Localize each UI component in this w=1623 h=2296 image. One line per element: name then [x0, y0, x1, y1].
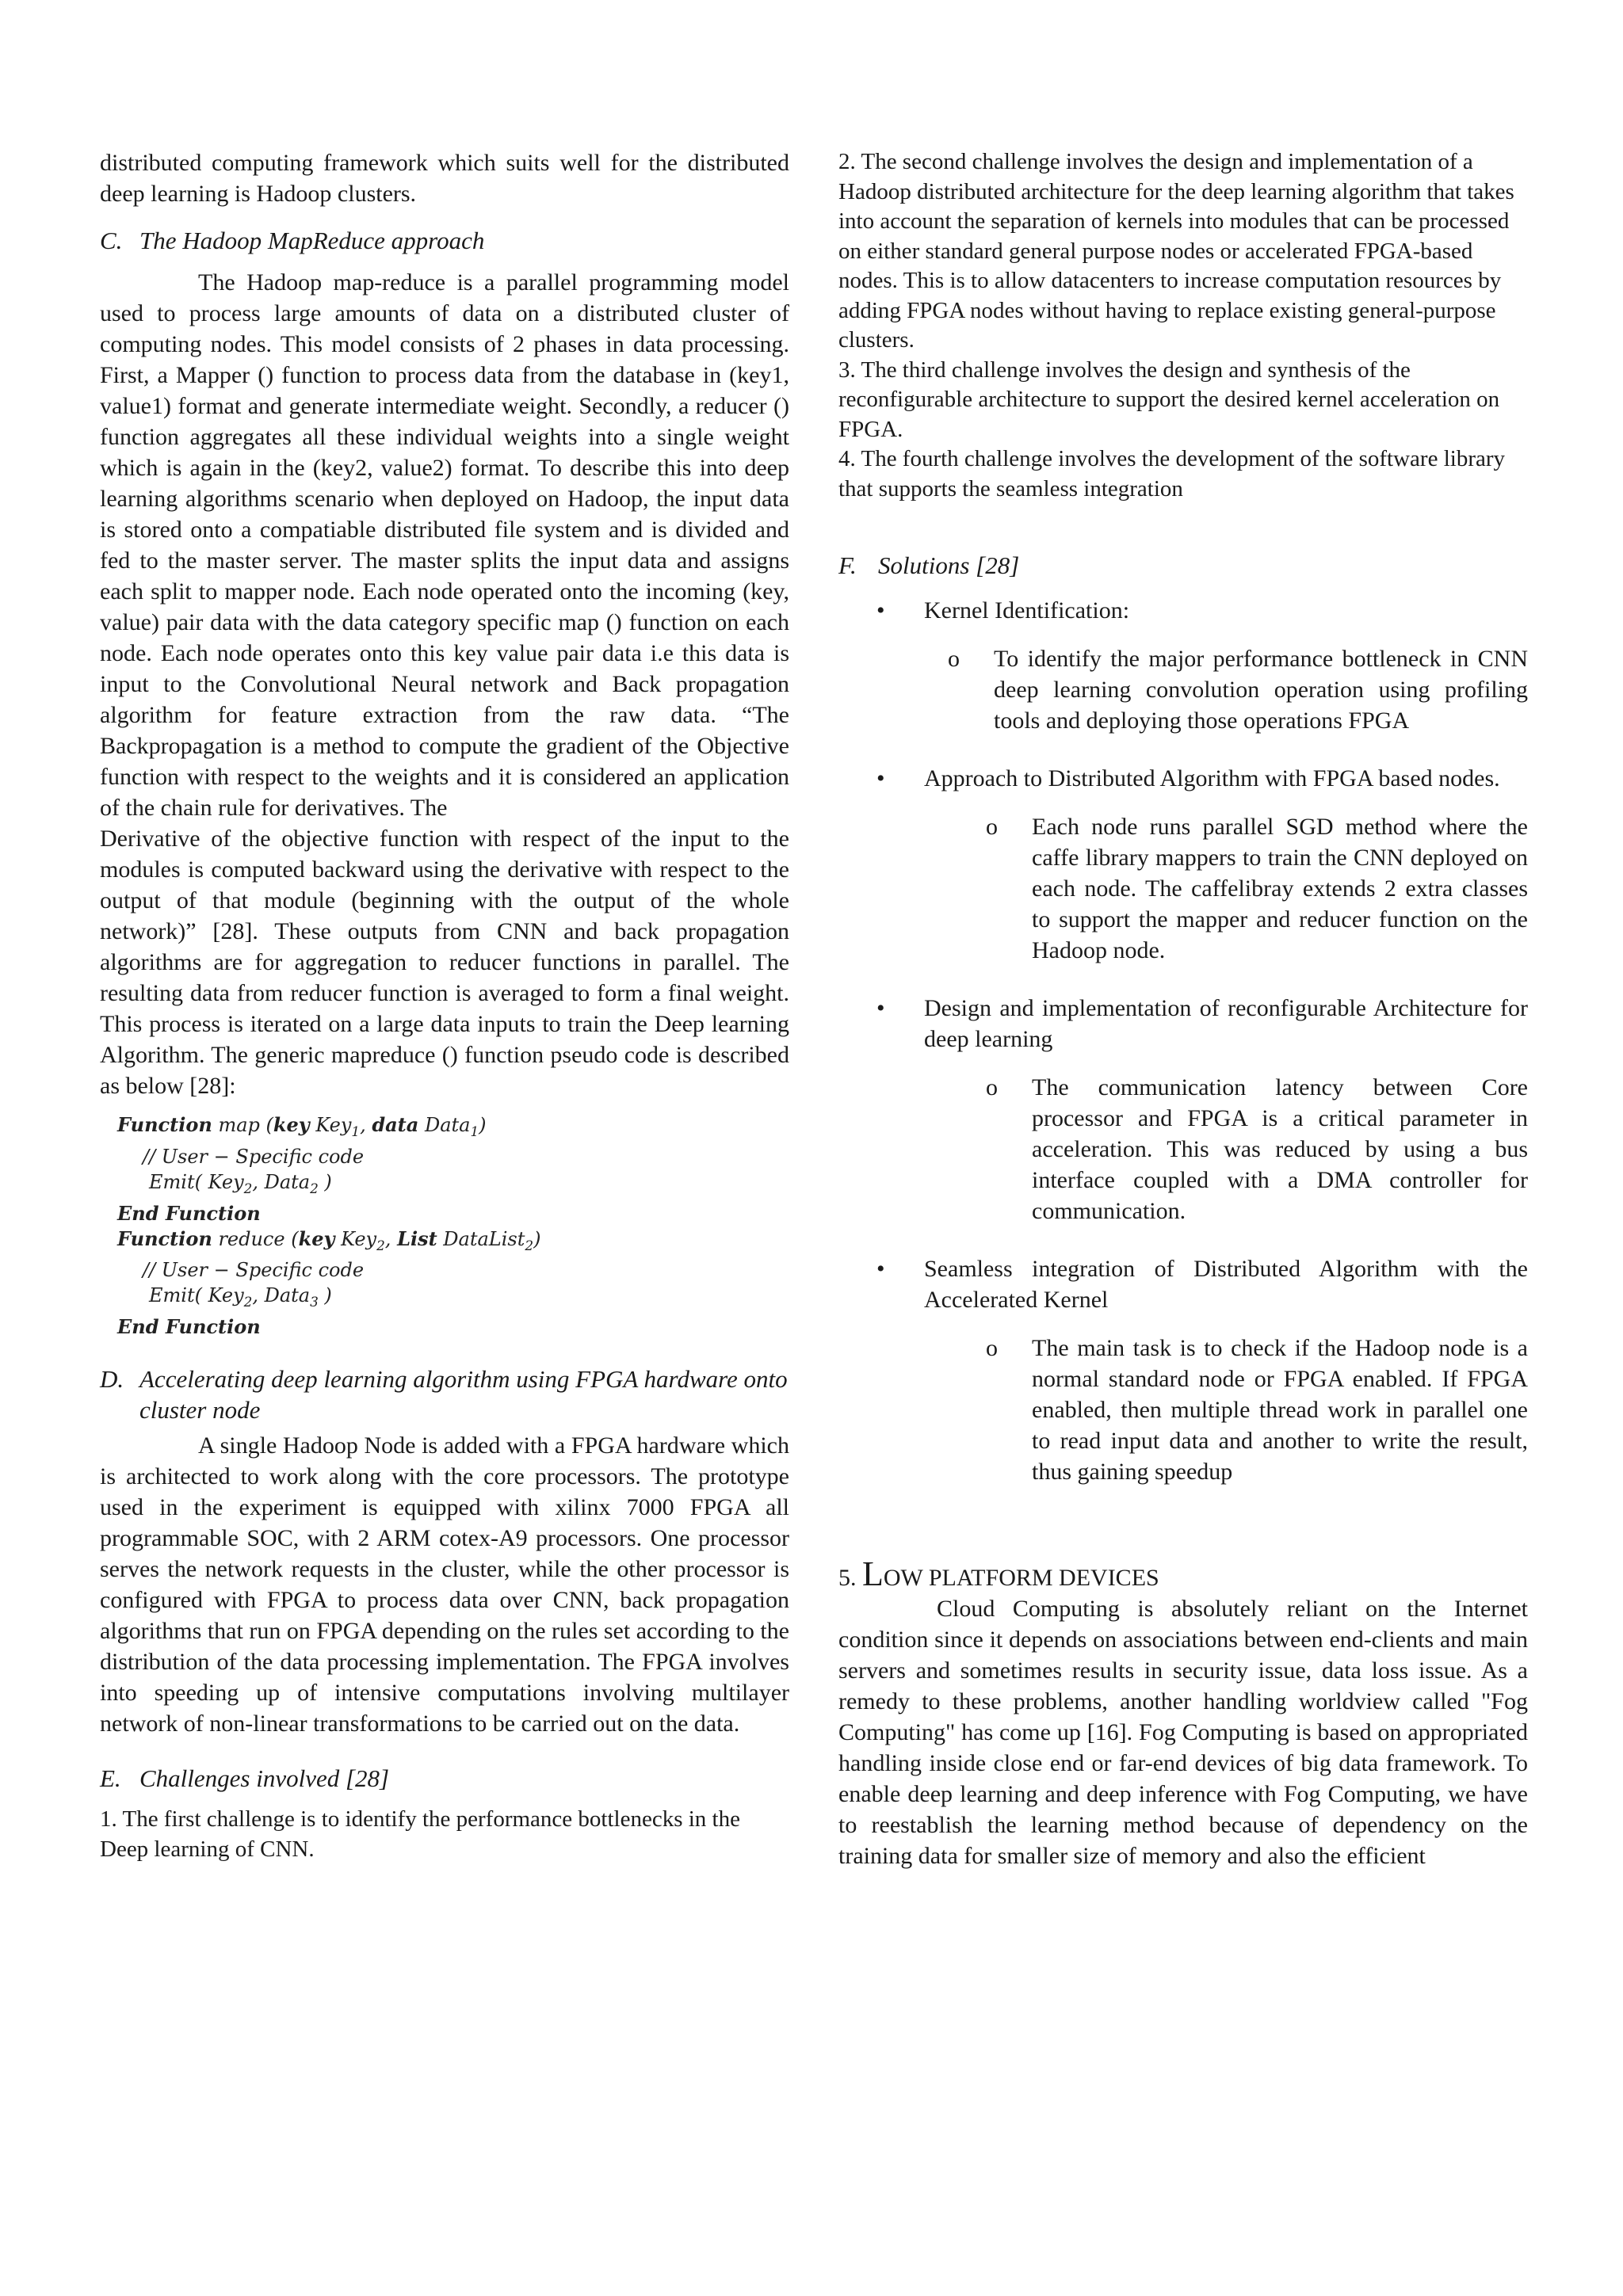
challenge-4: 4. The fourth challenge involves the development of the software library that supports the seamless integration [838, 446, 1505, 502]
section-5-body: Cloud Computing is absolutely reliant on the Internet condition since it depends on associations between end-clients and main servers and sometimes results in security issue, data loss issue. As a remedy to these problems, another handling worldview called "Fog Computing" has come up [16]. Fog Computing is based on appropriated handling inside close end or far-end devices of big data framework. To enable deep learning and deep inference with Fog Computing, we have to reestablish the learning method because of dependency on the training data for smaller size of memory and also the efficient [838, 1596, 1528, 1869]
code-line-2: // User − Specific code [143, 1145, 365, 1168]
code-line-4: End Function [117, 1201, 261, 1225]
code-line-3: Emit( Key$_2$, Data$_2$ ) [149, 1170, 332, 1196]
sub-bullet-icon: o [986, 1335, 998, 1361]
section-c-heading [100, 225, 789, 256]
code-line-6: // User − Specific code [143, 1259, 365, 1282]
sub-bullet-icon: o [986, 1074, 998, 1100]
bullet-icon: • [876, 597, 885, 624]
list-item [838, 1253, 1528, 1487]
solution-title: Design and implementation of reconfigurable Architecture for deep learning [924, 995, 1528, 1052]
sub-bullet-icon: o [986, 814, 998, 840]
list-item [838, 763, 1528, 966]
section-f-heading [838, 550, 1528, 581]
section-c-title: The Hadoop MapReduce approach [139, 227, 485, 254]
solution-detail: o Each node runs parallel SGD method where the caffe library mappers to train the CNN deployed on each node. The caffelibray extends 2 extra classes to support the mapper and reducer function on the Hadoop node. [924, 811, 1528, 966]
section-c-body: The Hadoop map-reduce is a parallel programming model used to process large amounts of data on a distributed cluster of computing nodes. This model consists of 2 phases in data processing. First, a Mapper () function to process data from the database in (key1, value1) format and generate intermediate weight. Secondly, a reducer () function aggregates all these individual weights into a single weight which is again in the (key2, value2) format. To describe this into deep learning algorithms scenario when deployed on Hadoop, the input data is stored onto a compatiable distributed file system and is divided and fed to the master server. The master splits the input data and assigns each split to mapper node. Each node operated onto the incoming (key, value) pair data with the data category specific map () function on each node. Each node operates onto this key value pair data i.e this data is input to the Convolutional Neural network and Back propagation algorithm for feature extraction from the raw data. “The Backpropagation is a method to compute the gradient of the Objective function with respect to the weights and it is considered an application of the chain rule for derivatives. The [100, 269, 789, 821]
bullet-icon: • [876, 1256, 885, 1282]
bullet-icon: • [876, 765, 885, 791]
list-item [838, 993, 1528, 1226]
solution-title: Approach to Distributed Algorithm with FPGA based nodes. [924, 765, 1500, 791]
solution-detail: o To identify the major performance bottleneck in CNN deep learning convolution operation using profiling tools and deploying those operations FPGA [924, 643, 1528, 736]
section-5-heading: 5. LOW PLATFORM DEVICES [838, 1554, 1159, 1593]
section-e-title: Challenges involved [28] [139, 1764, 390, 1793]
section-d-heading [100, 1363, 789, 1425]
section-d-label: D. [100, 1365, 124, 1394]
challenge-2: 2. The second challenge involves the design and implementation of a Hadoop distributed architecture for the deep learning algorithm that takes into account the separation of kernels into modules that can be processed on either standard general purpose nodes or accelerated FPGA-based nodes. This is to allow datacenters to increase computation resources by adding FPGA nodes without having to replace existing general-purpose clusters. [838, 149, 1514, 353]
section-d-body: A single Hadoop Node is added with a FPGA hardware which is architected to work along with the core processors. The prototype used in the experiment is equipped with xilinx 7000 FPGA all programmable SOC, with 2 ARM cotex-A9 processors. One processor serves the network requests in the cluster, while the other processor is configured with FPGA to process data over CNN, back propagation algorithms that run on FPGA depending on the rules set according to the distribution of the data processing implementation. The FPGA involves into speeding up of intensive computations involving multilayer network of non-linear transformations to be carried out on the data. [100, 1432, 789, 1737]
solution-title: Seamless integration of Distributed Algorithm with the Accelerated Kernel [924, 1256, 1528, 1313]
pseudo-code-block [117, 1112, 789, 1340]
section-f-label: F. [838, 551, 857, 579]
code-line-1: Function map (key Key$_1$, data Data$_1$) [117, 1113, 487, 1139]
list-item [838, 595, 1528, 736]
code-line-7: Emit( Key$_2$, Data$_3$ ) [149, 1284, 332, 1310]
solution-title: Kernel Identification: [924, 597, 1130, 624]
sub-bullet-icon: o [948, 646, 960, 672]
section-e-heading [100, 1763, 789, 1794]
section-c-body-continued: Derivative of the objective function with respect of the input to the modules is computed backward using the derivative with respect to the output of that module (beginning with the output of the whole network)” [28]. These outputs from CNN and back propagation algorithms are for aggregation to reducer functions in parallel. The resulting data from reducer function is averaged to form a final weight. This process is iterated on a large data inputs to train the Deep learning Algorithm. The generic mapreduce () function pseudo code is described as below [28]: [100, 826, 789, 1099]
challenge-1: 1. The first challenge is to identify the performance bottlenecks in the Deep learning of CNN. [100, 1806, 740, 1862]
challenge-3: 3. The third challenge involves the design and synthesis of the reconfigurable architecture to support the desired kernel acceleration on FPGA. [838, 357, 1500, 442]
section-d-title: Accelerating deep learning algorithm using FPGA hardware onto cluster node [139, 1365, 788, 1425]
code-line-8: End Function [117, 1315, 261, 1339]
section-e-label: E. [100, 1764, 121, 1793]
solution-detail: o The main task is to check if the Hadoop node is a normal standard node or FPGA enabled. If FPGA enabled, then multiple thread work in parallel one to read input data and another to write the result, thus gaining speedup [924, 1333, 1528, 1487]
solutions-list [838, 595, 1528, 1487]
section-f-title: Solutions [28] [878, 551, 1020, 579]
intro-paragraph: distributed computing framework which suits well for the distributed deep learning is Hadoop clusters. [100, 150, 789, 207]
left-column [100, 147, 789, 1864]
bullet-icon: • [876, 995, 885, 1021]
code-line-5: Function reduce (key Key$_2$, List DataList$_2$) [117, 1226, 541, 1253]
solution-detail: o The communication latency between Core processor and FPGA is a critical parameter in acceleration. This was reduced by using a bus interface coupled with a DMA controller for communication. [924, 1072, 1528, 1226]
right-column [838, 147, 1528, 1871]
section-c-label: C. [100, 227, 123, 254]
